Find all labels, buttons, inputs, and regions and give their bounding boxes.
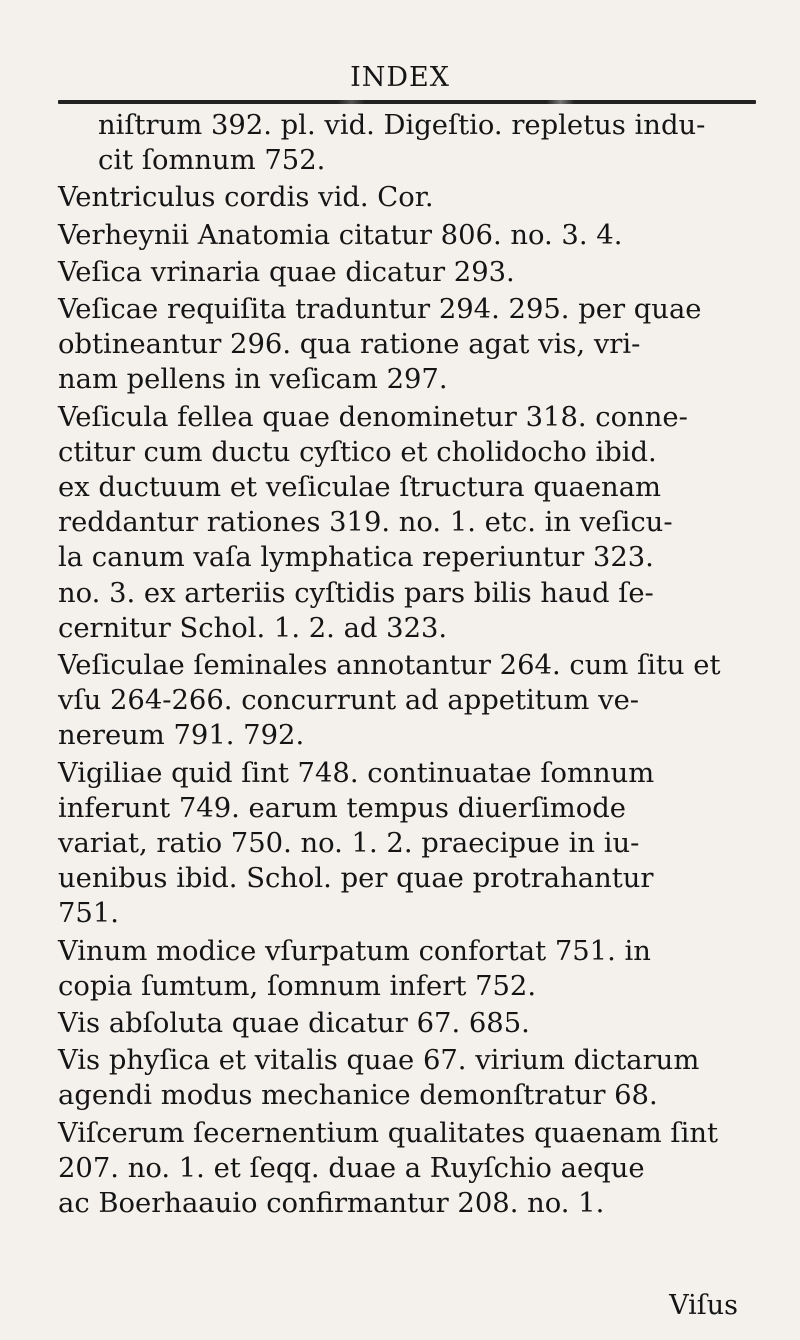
entry-line: Veſica vrinaria quae dicatur 293.	[58, 256, 515, 288]
header-rule	[58, 100, 756, 104]
entry-line: no. 3. ex arteriis cyſtidis pars bilis haud ſe-	[58, 577, 654, 609]
entry-line: ex ductuum et veſiculae ſtructura quaenam	[58, 472, 661, 504]
index-entry	[58, 1006, 778, 1041]
entry-line: 207. no. 1. et ſeqq. duae a Ruyſchio aeque	[58, 1152, 645, 1184]
index-entry	[58, 292, 778, 398]
entry-line: variat, ratio 750. no. 1. 2. praecipue in iu-	[58, 828, 640, 860]
entry-line: vſu 264-266. concurrunt ad appetitum ve-	[58, 685, 640, 717]
entry-line: cit ſomnum 752.	[98, 145, 326, 177]
index-entry	[58, 108, 778, 178]
entry-line: nam pellens in veſicam 297.	[58, 364, 448, 396]
entry-line: reddantur rationes 319. no. 1. etc. in veſicu-	[58, 507, 673, 539]
entry-line: 751.	[58, 898, 119, 930]
entry-line: Veſicula fellea quae denominetur 318. conne-	[58, 401, 688, 433]
catchword: Viſus	[669, 1290, 738, 1321]
entry-line: Vigiliae quid ſint 748. continuatae ſomnum	[58, 757, 655, 789]
entry-line: Ventriculus cordis vid. Cor.	[58, 182, 434, 214]
entry-line: la canum vaſa lymphatica reperiuntur 323.	[58, 542, 654, 574]
entry-line: agendi modus mechanice demonſtratur 68.	[58, 1080, 658, 1112]
entry-line: Veſicae requiſita traduntur 294. 295. per quae	[58, 294, 702, 326]
entry-line: inferunt 749. earum tempus diuerſimode	[58, 792, 626, 824]
entry-line: uenibus ibid. Schol. per quae protrahantur	[58, 863, 654, 895]
entry-line: Vis phyſica et vitalis quae 67. virium dictarum	[58, 1045, 700, 1077]
index-entry	[58, 255, 778, 290]
entry-line: nereum 791. 792.	[58, 720, 305, 752]
entry-line: Verheynii Anatomia citatur 806. no. 3. 4.	[58, 219, 623, 251]
index-entry	[58, 756, 778, 932]
entry-line: Viſcerum ſecernentium qualitates quaenam ſint	[58, 1117, 718, 1149]
entry-line: niſtrum 392. pl. vid. Digeſtio. repletus indu-	[98, 110, 706, 141]
index-entry	[58, 180, 778, 215]
entry-line: Vis abſoluta quae dicatur 67. 685.	[58, 1008, 530, 1040]
index-entries	[58, 108, 778, 1221]
index-entry	[58, 934, 778, 1004]
entry-line: obtineantur 296. qua ratione agat vis, vri-	[58, 329, 641, 361]
entry-line: cernitur Schol. 1. 2. ad 323.	[58, 612, 448, 644]
entry-line: Veſiculae ſeminales annotantur 264. cum ſitu et	[58, 650, 721, 682]
running-head: INDEX	[350, 62, 450, 93]
index-entry	[58, 218, 778, 253]
entry-line: copia ſumtum, ſomnum infert 752.	[58, 970, 537, 1002]
entry-line: Vinum modice vſurpatum confortat 751. in	[58, 935, 651, 967]
index-entry	[58, 1116, 778, 1222]
index-entry	[58, 400, 778, 646]
entry-line: ac Boerhaauio confirmantur 208. no. 1.	[58, 1188, 605, 1220]
index-entry	[58, 1043, 778, 1113]
index-entry	[58, 648, 778, 754]
entry-line: ctitur cum ductu cyſtico et cholidocho ibid.	[58, 436, 657, 468]
